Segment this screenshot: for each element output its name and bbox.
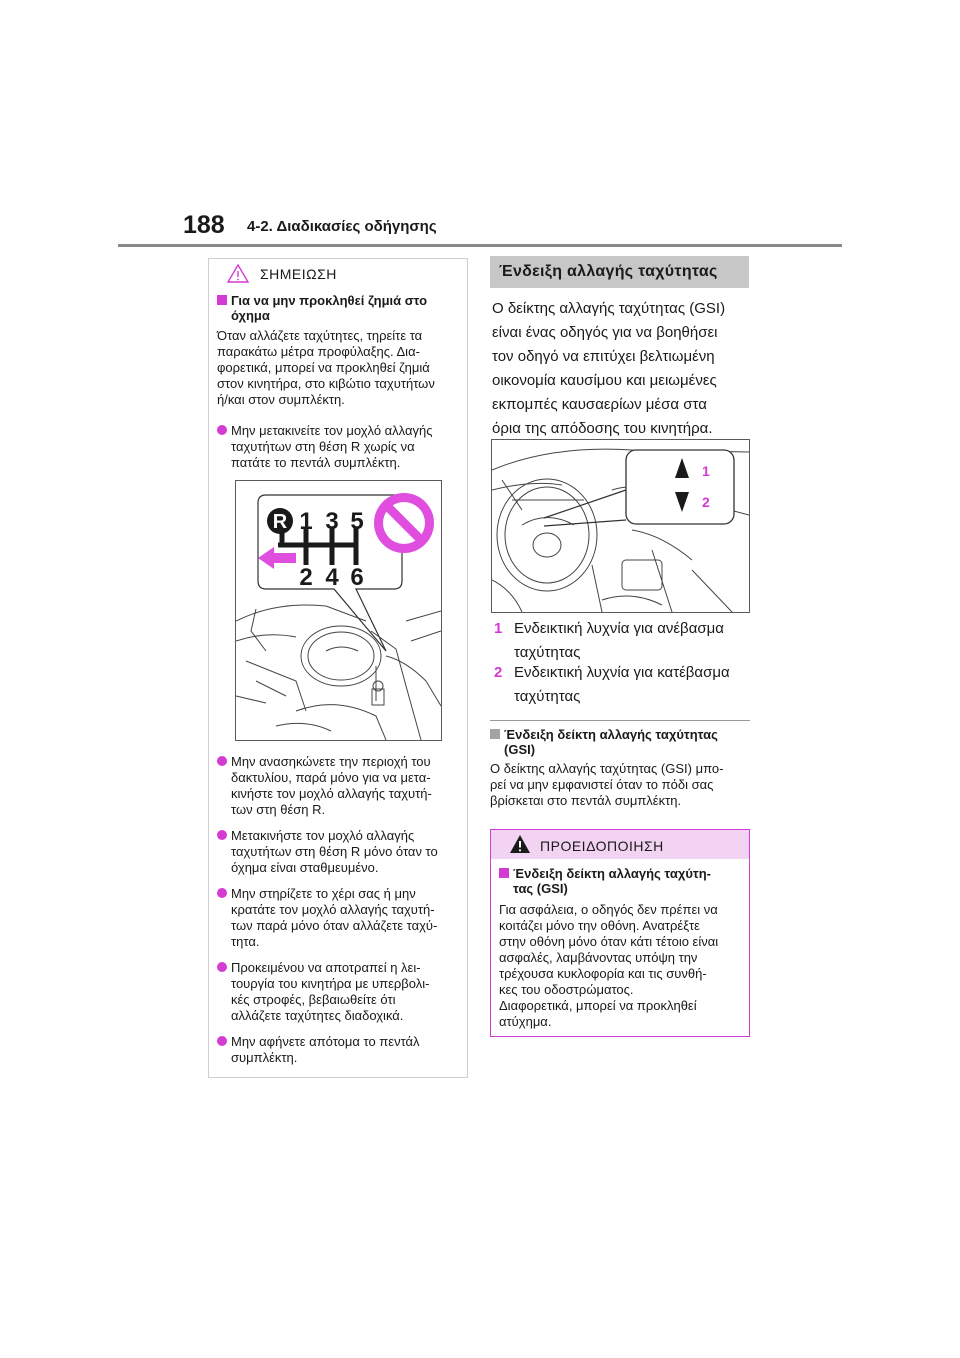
dot-bullet-icon	[217, 830, 227, 840]
warning-title: ΠΡΟΕΙΔΟΠΟΙΗΣΗ	[540, 838, 664, 854]
gsi-legend-item-2: 2 Ενδεικτική λυχνία για κατέβασμα ταχύτητας	[494, 664, 730, 705]
gear-label-4: 4	[325, 564, 339, 591]
notice-bullet-5: Προκειμένου να αποτραπεί η λει- τουργία του κινητήρα με υπερβολι- κές στροφές, βεβαιωθείτε ότι αλλάζετε ταχύτητες διαδοχικά.	[217, 960, 449, 1024]
warning-text: Για ασφάλεια, ο οδηγός δεν πρέπει να κοιτάζει μόνο την οθόνη. Ανατρέξτε στην οθόνη μόνο όταν κάτι τέτοιο είναι ασφαλές, λαμβάνοντας υπόψη την τρέχουσα κυκλοφορία και τις συνθή- κες του οδοστρώματος. Διαφορετικά, μπορεί να προκληθεί ατύχημα.	[499, 902, 719, 1029]
notice-bullet-1: Μην μετακινείτε τον μοχλό αλλαγής ταχυτήτων στη θέση R χωρίς να πατάτε το πεντάλ συμπλέκτη.	[217, 423, 449, 471]
warning-subheading: Ένδειξη δείκτη αλλαγής ταχύτη- τας (GSI)	[499, 866, 744, 896]
gear-label-2: 2	[299, 564, 313, 591]
gear-label-5: 5	[350, 508, 364, 535]
dot-bullet-icon	[217, 888, 227, 898]
gsi-dashboard-illustration	[491, 439, 750, 613]
square-bullet-icon	[490, 729, 500, 739]
notice-bullet-3: Μετακινήστε τον μοχλό αλλαγής ταχυτήτων στη θέση R μόνο όταν το όχημα είναι σταθμευμένο.	[217, 828, 449, 876]
gsi-subheading: Ένδειξη δείκτη αλλαγής ταχύτητας (GSI)	[490, 727, 752, 757]
warning-header	[491, 830, 749, 859]
notice-triangle-icon	[227, 264, 249, 283]
warning-triangle-icon	[509, 834, 531, 854]
dot-bullet-icon	[217, 756, 227, 766]
notice-title: ΣΗΜΕΙΩΣΗ	[260, 266, 337, 282]
gsi-subtext: Ο δείκτης αλλαγής ταχύτητας (GSI) μπο- ρεί να μην εμφανιστεί όταν το πόδι σας βρίσκεται στο πεντάλ συμπλέκτη.	[490, 761, 724, 808]
notice-header	[209, 259, 467, 287]
section-divider	[490, 720, 750, 721]
dot-bullet-icon	[217, 425, 227, 435]
gsi-heading: Ένδειξη αλλαγής ταχύτητας	[499, 263, 718, 280]
square-bullet-icon	[499, 868, 509, 878]
gsi-dashboard-drawing	[492, 440, 749, 612]
page-number: 188	[183, 211, 225, 239]
gear-shift-illustration	[235, 480, 442, 741]
square-bullet-icon	[217, 295, 227, 305]
notice-intro: Όταν αλλάζετε ταχύτητες, τηρείτε τα παρακάτω μέτρα προφύλαξης. Δια- φορετικά, μπορεί να προκληθεί ζημιά στον κινητήρα, στο κιβώτιο ταχυτήτων ή/και στον συμπλέκτη.	[217, 328, 435, 407]
warning-box	[490, 829, 750, 1037]
gear-label-6: 6	[350, 564, 364, 591]
gsi-intro: Ο δείκτης αλλαγής ταχύτητας (GSI) είναι ένας οδηγός για να βοηθήσει τον οδηγό να επιτύχει βελτιωμένη οικονομία καυσίμου και μειωμένες εκπομπές καυσαερίων μέσα στα όρια της απόδοσης του κινητήρα.	[492, 300, 726, 437]
gsi-legend-item-1: 1 Ενδεικτική λυχνία για ανέβασμα ταχύτητας	[494, 620, 724, 661]
section-title: 4-2. Διαδικασίες οδήγησης	[247, 218, 437, 235]
gsi-figure-label-2: 2	[702, 494, 710, 510]
gear-label-1: 1	[299, 508, 313, 535]
dot-bullet-icon	[217, 1036, 227, 1046]
header-rule	[118, 244, 842, 247]
notice-subheading: Για να μην προκληθεί ζημιά στο όχημα	[217, 293, 457, 323]
notice-bullet-2: Μην ανασηκώνετε την περιοχή του δακτυλίου, παρά μόνο για να μετα- κινήστε τον μοχλό αλλαγής ταχυτή- των στη θέση R.	[217, 754, 449, 818]
prohibition-icon	[374, 493, 434, 553]
dot-bullet-icon	[217, 962, 227, 972]
notice-bullet-6: Μην αφήνετε απότομα το πεντάλ συμπλέκτη.	[217, 1034, 449, 1066]
reverse-gear-label: R	[272, 511, 288, 533]
gear-shift-drawing	[236, 481, 441, 740]
gsi-figure-label-1: 1	[702, 463, 710, 479]
notice-bullet-4: Μην στηρίζετε το χέρι σας ή μην κρατάτε τον μοχλό αλλαγής ταχυτή- των παρά μόνο όταν αλλάζετε ταχύ- τητα.	[217, 886, 449, 950]
gear-label-3: 3	[325, 508, 339, 535]
